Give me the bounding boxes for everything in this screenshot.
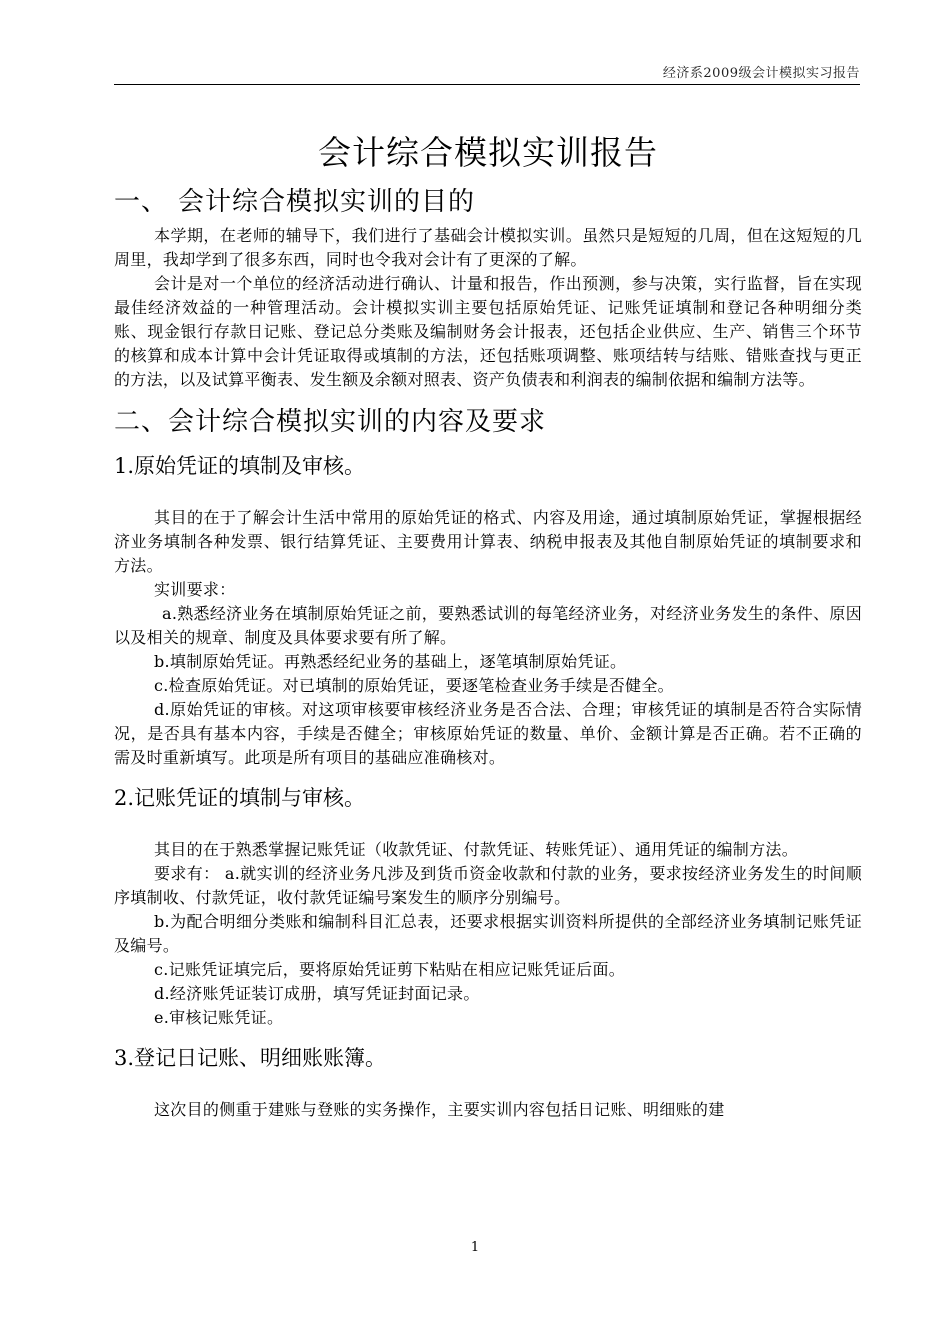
paragraph: c.记账凭证填完后，要将原始凭证剪下粘贴在相应记账凭证后面。: [154, 960, 626, 979]
paragraph: d.经济账凭证装订成册，填写凭证封面记录。: [154, 984, 480, 1003]
paragraph: c.检查原始凭证。对已填制的原始凭证，要逐笔检查业务手续是否健全。: [154, 676, 674, 695]
paragraph: 其目的在于了解会计生活中常用的原始凭证的格式、内容及用途，通过填制原始凭证，掌握根据经济业务填制各种发票、银行结算凭证、主要费用计算表、纳税申报表及其他自制原始凭证的填制要求和方法。: [114, 508, 862, 575]
paragraph: e.审核记账凭证。: [154, 1008, 284, 1027]
paragraph: 本学期，在老师的辅导下，我们进行了基础会计模拟实训。虽然只是短短的几周，但在这短短的几周里，我却学到了很多东西，同时也令我对会计有了更深的了解。: [114, 226, 862, 269]
subsection-2-title: 2.记账凭证的填制与审核。: [114, 786, 366, 810]
paragraph: 实训要求：: [154, 580, 236, 599]
section-1-title: 会计综合模拟实训的目的: [178, 187, 476, 217]
paragraph: d.原始凭证的审核。对这项审核要审核经济业务是否合法、合理；审核凭证的填制是否符合实际情况，是否具有基本内容，手续是否健全；审核原始凭证的数量、单价、金额计算是否正确。若不正确的需及时重新填写。此项是所有项目的基础应准确核对。: [114, 700, 862, 767]
paragraph: b.为配合明细分类账和编制科目汇总表，还要求根据实训资料所提供的全部经济业务填制记账凭证及编号。: [114, 912, 862, 955]
page-number: 1: [470, 1240, 480, 1255]
document-body: [114, 130, 862, 1122]
paragraph: 会计是对一个单位的经济活动进行确认、计量和报告，作出预测，参与决策，实行监督，旨在实现最佳经济效益的一种管理活动。会计模拟实训主要包括原始凭证、记账凭证填制和登记各种明细分类账、现金银行存款日记账、登记总分类账及编制财务会计报表，还包括企业供应、生产、销售三个环节的核算和成本计算中会计凭证取得或填制的方法，还包括账项调整、账项结转与结账、错账查找与更正的方法，以及试算平衡表、发生额及余额对照表、资产负债表和利润表的编制依据和编制方法等。: [114, 274, 862, 389]
section-1-heading: [114, 182, 862, 222]
paragraph: 其目的在于熟悉掌握记账凭证（收款凭证、付款凭证、转账凭证）、通用凭证的编制方法。: [154, 840, 799, 859]
subsection-1-title: 1.原始凭证的填制及审核。: [114, 454, 366, 478]
section-2-heading: [114, 402, 862, 442]
running-header: 经济系2009级会计模拟实习报告: [662, 66, 860, 81]
subsection-3-title: 3.登记日记账、明细账账簿。: [114, 1046, 387, 1070]
section-2-number: 二、: [114, 407, 169, 437]
document-title: 会计综合模拟实训报告: [318, 133, 658, 172]
section-1-number: 一、: [114, 187, 169, 217]
section-2-title: 会计综合模拟实训的内容及要求: [168, 407, 547, 437]
header-rule: [114, 84, 860, 85]
paragraph: 这次目的侧重于建账与登账的实务操作，主要实训内容包括日记账、明细账的建: [154, 1100, 725, 1119]
paragraph: a.熟悉经济业务在填制原始凭证之前，要熟悉试训的每笔经济业务，对经济业务发生的条件、原因以及相关的规章、制度及具体要求要有所了解。: [114, 604, 862, 647]
paragraph: b.填制原始凭证。再熟悉经纪业务的基础上，逐笔填制原始凭证。: [154, 652, 627, 671]
paragraph: 要求有： a.就实训的经济业务凡涉及到货币资金收款和付款的业务，要求按经济业务发生的时间顺序填制收、付款凭证，收付款凭证编号案发生的顺序分别编号。: [114, 864, 862, 907]
